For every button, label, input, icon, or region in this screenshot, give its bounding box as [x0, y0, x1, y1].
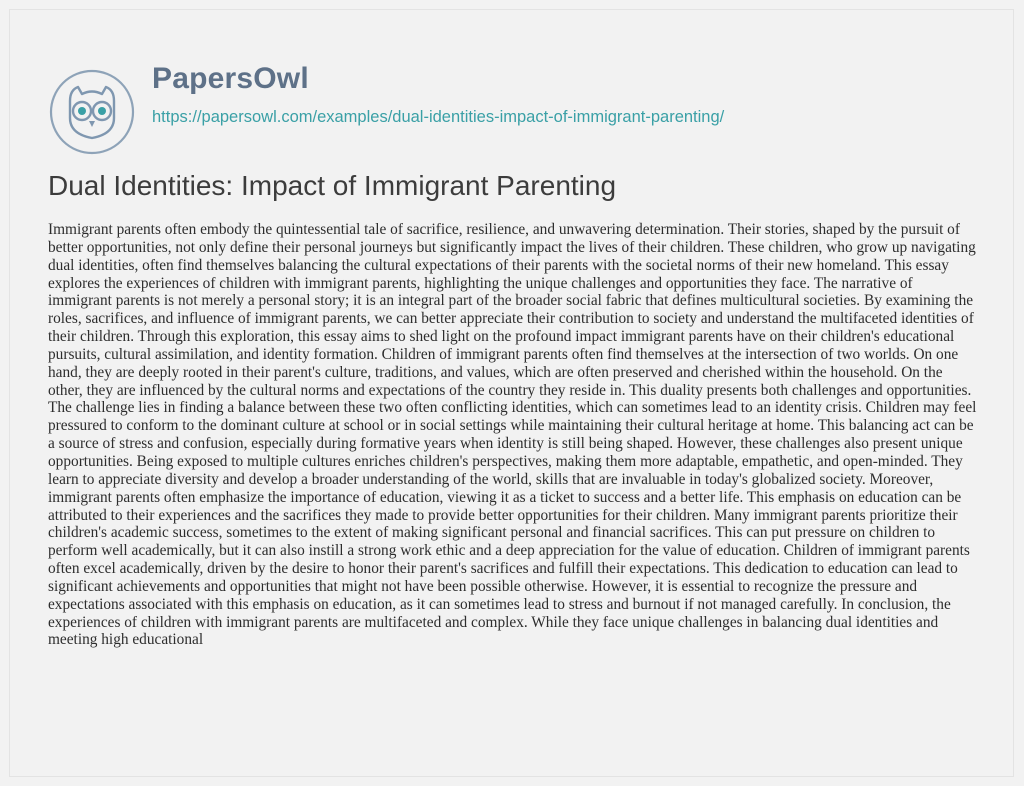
source-url-link[interactable]: https://papersowl.com/examples/dual-identities-impact-of-immigrant-parenting/	[152, 108, 725, 126]
site-header	[48, 60, 948, 140]
essay-title: Dual Identities: Impact of Immigrant Parenting	[48, 170, 617, 201]
essay-body: Immigrant parents often embody the quintessential tale of sacrifice, resilience, and unwavering determination. Their stories, shaped by the pursuit of better opportunities, not only define their personal journeys but significantly impact the lives of their children. These children, who grow up navigating dual identities, often find themselves balancing the cultural expectations of their parents with the societal norms of their new homeland. This essay explores the experiences of children with immigrant parents, highlighting the unique challenges and opportunities they face. The narrative of immigrant parents is not merely a personal story; it is an integral part of the broader social fabric that defines multicultural societies. By examining the roles, sacrifices, and influence of immigrant parents, we can better appreciate their contribution to society and understand the multifaceted identities of their children. Through this exploration, this essay aims to shed light on the profound impact immigrant parents have on their children's educational pursuits, cultural assimilation, and identity formation. Children of immigrant parents often find themselves at the intersection of two worlds. On one hand, they are deeply rooted in their parent's culture, traditions, and values, which are often preserved and cherished within the household. On the other, they are influenced by the cultural norms and expectations of the country they reside in. This duality presents both challenges and opportunities. The challenge lies in finding a balance between these two often conflicting identities, which can sometimes lead to an identity crisis. Children may feel pressured to conform to the dominant culture at school or in social settings while maintaining their cultural heritage at home. This balancing act can be a source of stress and confusion, especially during formative years when identity is still being shaped. However, these challenges also present unique opportunities. Being exposed to multiple cultures enriches children's perspectives, making them more adaptable, empathetic, and open-minded. They learn to appreciate diversity and develop a broader understanding of the world, skills that are invaluable in today's globalized society. Moreover, immigrant parents often emphasize the importance of education, viewing it as a ticket to success and a better life. This emphasis on education can be attributed to their experiences and the sacrifices they made to provide better opportunities for their children. Many immigrant parents prioritize their children's academic success, sometimes to the extent of making significant personal and financial sacrifices. This can put pressure on children to perform well academically, but it can also instill a strong work ethic and a deep appreciation for the value of education. Children of immigrant parents often excel academically, driven by the desire to honor their parent's sacrifices and fulfill their expectations. This dedication to education can lead to significant achievements and opportunities that might not have been possible otherwise. However, it is essential to recognize the pressure and expectations associated with this emphasis on education, as it can sometimes lead to stress and burnout if not managed carefully. In conclusion, the experiences of children with immigrant parents are multifaceted and complex. While they face unique challenges in balancing dual identities and meeting high educational	[48, 221, 977, 649]
owl-logo-icon[interactable]	[48, 68, 136, 156]
brand-name[interactable]: PapersOwl	[152, 62, 309, 95]
